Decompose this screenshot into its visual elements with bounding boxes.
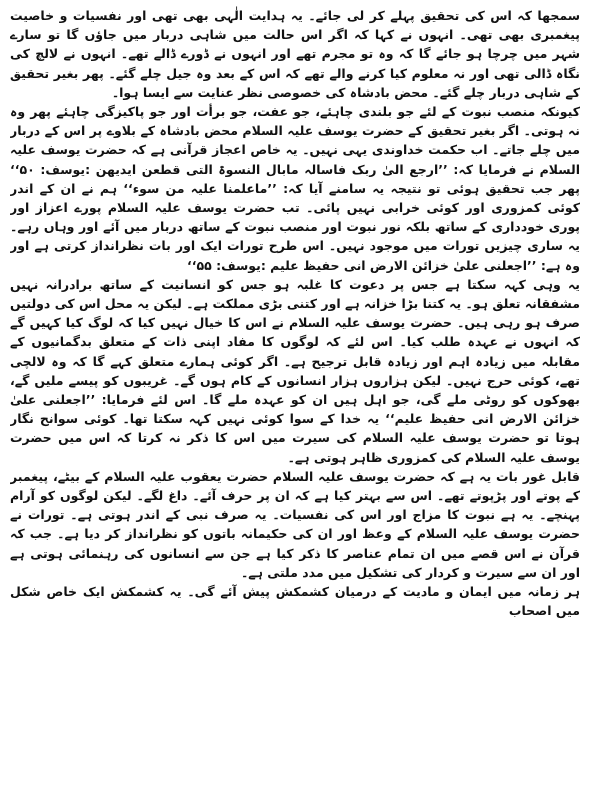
paragraph-4: قابل غور بات یہ ہے کہ حضرت یوسف علیہ السلام حضرت یعقوب علیہ السلام کے بیٹے، پیغمبر کے پوتے اور پڑپوتے تھے۔ اس سے بہتر کیا ہے کہ ان پر حرف آئے۔ داغ لگے۔ لیکن لوگوں کو آرام پہنچے۔ یہ ہے نبوت کا مزاج اور اس کی نفسیات۔ یہ صرف نبی کے اندر ہوتی ہے۔ تورات نے حضرت یوسف علیہ السلام کے وعظ اور ان کی حکیمانہ باتوں کو نظرانداز کر دیا ہے۔ جب کہ قرآن نے اس قصے میں ان تمام عناصر کا ذکر کیا ہے جن سے انسانوں کی رہنمائی ہوتی ہے اور ان سے سیرت و کردار کی تشکیل میں مدد ملتی ہے۔ — [10, 468, 580, 580]
paragraph-2: کیونکہ منصب نبوت کے لئے جو بلندی چاہئے، جو عفت، جو برأت اور جو پاکیزگی چاہئے پھر وہ نہ ہوتی۔ اگر بغیر تحقیق کے حضرت یوسف علیہ السلام محض بادشاہ کے بلاوے پر اس کے دربار میں چلے جاتے۔ اب حکمت خداوندی یہی نہیں۔ یہ خاص اعجاز قرآنی ہے کہ حضرت یوسف علیہ السلام نے فرمایا کہ: ’’ارجع الیٰ ربک فاسالہ مابال النسوۃ التی قطعن ایدیھن :یوسف: ۵۰‘‘ پھر جب تحقیق ہوئی تو نتیجہ یہ سامنے آیا کہ: ’’ماعلمنا علیہ من سوء‘‘ ہم نے ان کے اندر کوئی کمزوری اور کوئی خرابی نہیں پائی۔ تب حضرت یوسف علیہ السلام پورے اعزاز اور پوری خودداری کے ساتھ بلکہ نور نبوت اور منصب نبوت کے ساتھ دربار میں آئے اور وہاں رہے۔ یہ ساری چیزیں تورات میں موجود نہیں۔ اس طرح تورات ایک اور بات نظرانداز کرتی ہے اور وہ ہے: ’’اجعلنی علیٰ خزائن الارض انی حفیظ علیم :یوسف: ۵۵‘‘ — [10, 104, 580, 273]
paragraph-3: یہ وہی کہہ سکتا ہے جس پر دعوت کا غلبہ ہو جس کو انسانیت کے ساتھ برادرانہ نہیں مشفقانہ تعلق ہو۔ یہ کتنا بڑا خزانہ ہے اور کتنی بڑی مملکت ہے۔ لیکن یہ محل اس کی دولتیں صرف ہو رہی ہیں۔ حضرت یوسف علیہ السلام نے اس کا خیال نہیں کیا کہ لوگ کیا کہیں گے کہ انہوں نے عہدہ طلب کیا۔ اس لئے کہ لوگوں کا مفاد اپنی ذات کے متعلق بدگمانیوں کے مقابلہ میں زیادہ اہم اور زیادہ قابل ترجیح ہے۔ اگر کوئی ہمارے متعلق کہے گا کہ وہ لالچی تھے، کوئی حرج نہیں۔ لیکن ہزاروں ہزار انسانوں کے کام ہوں گے۔ غریبوں کو پیسے ملیں گے، بھوکوں کو روٹی ملے گی، جو اہل ہیں ان کو عہدہ ملے گا۔ اس لئے فرمایا: ’’اجعلنی علیٰ خزائن الارض انی حفیظ علیم‘‘ یہ خدا کے سوا کوئی نہیں کہہ سکتا تھا۔ کوئی سوانح نگار ہوتا تو حضرت یوسف علیہ السلام کی سیرت میں اس کا ذکر نہ کرتا کہ اس میں حضرت یوسف علیہ السلام کی کمزوری ظاہر ہوتی ہے۔ — [10, 276, 580, 465]
paragraph-5: ہر زمانہ میں ایمان و مادیت کے درمیان کشمکش پیش آئے گی۔ یہ کشمکش ایک خاص شکل میں اصحاب — [10, 584, 580, 619]
document-page — [10, 6, 580, 794]
paragraph-1: سمجھا کہ اس کی تحقیق پہلے کر لی جائے۔ یہ ہدایت الٰہی بھی تھی اور نفسیات و خاصیت پیغمبری بھی تھی۔ انہوں نے کہا کہ اگر اس حالت میں شاہی دربار میں جاؤں گا تو سارے شہر میں چرچا ہو جائے گا کہ وہ تو مجرم تھے اور انہوں نے ڈورے ڈالے تھے۔ انہوں نے لالچ کی نگاہ ڈالی تھی اور نہ معلوم کیا کرنے والے تھے کہ اس کے بعد وہ جیل چلے گئے۔ پھر بغیر تحقیق کے شاہی دربار چلے گئے۔ محض بادشاہ کی خصوصی نظر عنایت سے ایسا ہوا۔ — [10, 8, 580, 100]
urdu-text-body — [10, 6, 580, 621]
